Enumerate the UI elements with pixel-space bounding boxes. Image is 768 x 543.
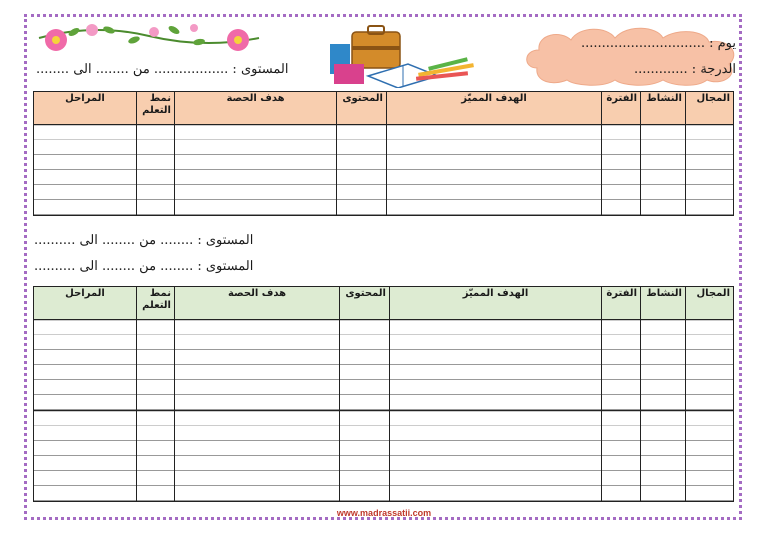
table-row — [34, 200, 734, 216]
col-header-domain: المجال — [686, 92, 734, 125]
col-header-lesson-goal: هدف الحصة — [175, 92, 337, 125]
table-row — [34, 456, 734, 471]
level-label-middle-1: المستوى : ........ من ........ الى .......... — [34, 233, 254, 248]
col-header-content: المحتوى — [337, 92, 387, 125]
table-row — [34, 185, 734, 200]
table-row — [34, 320, 734, 336]
table-row — [34, 350, 734, 365]
table-row — [34, 125, 734, 141]
table-row — [34, 471, 734, 486]
col-header-period: الفترة — [602, 287, 641, 320]
col-header-domain: المجال — [686, 287, 734, 320]
table-row — [34, 365, 734, 380]
footer-url[interactable]: www.madrassatii.com — [336, 508, 432, 518]
lesson-table-2 — [33, 286, 734, 502]
col-header-learning-style: نمط التعلم — [137, 92, 175, 125]
col-header-content: المحتوى — [340, 287, 390, 320]
level-label-top: المستوى : .................. من ........ الى ........ — [36, 62, 289, 77]
col-header-stages: المراحل — [34, 287, 137, 320]
table-row — [34, 140, 734, 155]
table-row — [34, 411, 734, 427]
col-header-stages: المراحل — [34, 92, 137, 125]
table-row — [34, 335, 734, 350]
col-header-distinct-goal: الهدف المميّز — [390, 287, 602, 320]
day-label: يوم : .............................. — [581, 36, 736, 51]
table-row — [34, 395, 734, 411]
table-row — [34, 426, 734, 441]
school-supplies-illustration — [328, 24, 476, 88]
table-row — [34, 441, 734, 456]
lesson-table-1 — [33, 91, 734, 216]
col-header-period: الفترة — [602, 92, 641, 125]
table-row — [34, 170, 734, 185]
col-header-activity: النشاط — [641, 92, 686, 125]
table-row — [34, 380, 734, 395]
level-label-middle-2: المستوى : ........ من ........ الى .......... — [34, 259, 254, 274]
col-header-distinct-goal: الهدف المميّز — [387, 92, 602, 125]
table-row — [34, 486, 734, 502]
table-row — [34, 155, 734, 170]
col-header-activity: النشاط — [641, 287, 686, 320]
col-header-learning-style: نمط التعلم — [137, 287, 175, 320]
flower-vine-decoration — [34, 18, 264, 58]
degree-label: الدرجة : ............. — [633, 62, 736, 77]
col-header-lesson-goal: هدف الحصة — [175, 287, 340, 320]
